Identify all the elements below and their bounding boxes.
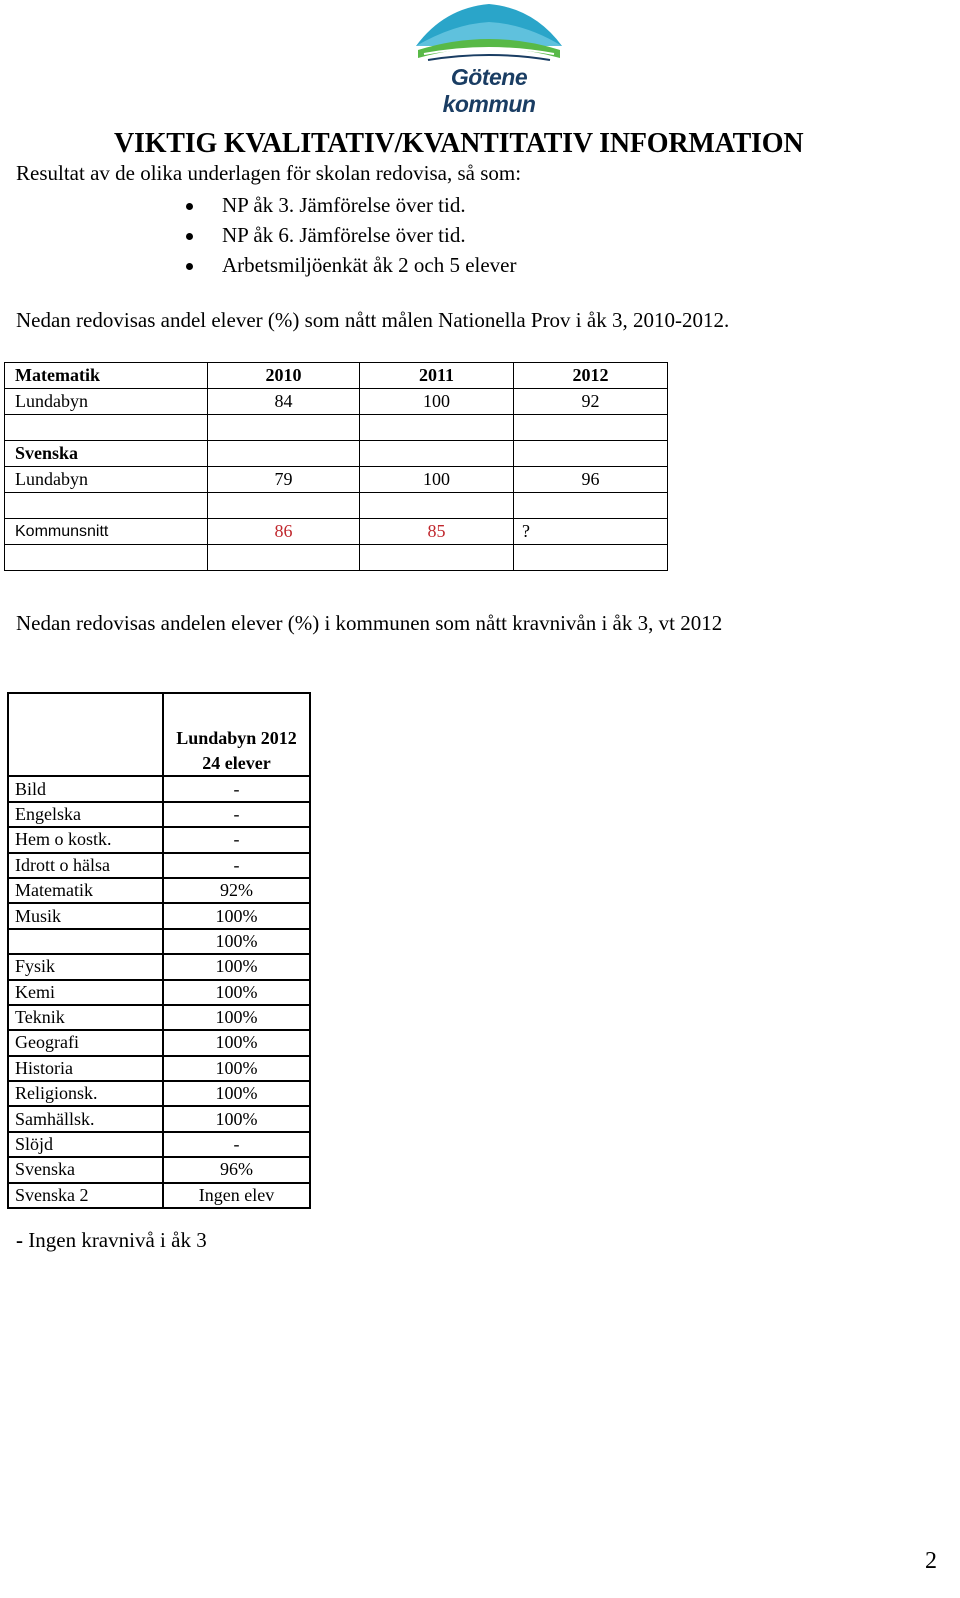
table-row	[8, 1106, 310, 1131]
subject-cell	[8, 929, 163, 954]
table-header-cell: 2011	[360, 363, 514, 389]
result-cell: -	[163, 853, 310, 878]
table-cell	[208, 545, 360, 571]
page-number: 2	[925, 1548, 937, 1574]
table-cell: 84	[208, 389, 360, 415]
result-cell: -	[163, 802, 310, 827]
table-cell	[5, 545, 208, 571]
result-cell: Ingen elev	[163, 1183, 310, 1208]
subject-cell: Idrott o hälsa	[8, 853, 163, 878]
requirement-table	[7, 692, 311, 1209]
table-cell	[5, 415, 208, 441]
table-cell	[208, 415, 360, 441]
table-row	[8, 1005, 310, 1030]
table-cell	[5, 493, 208, 519]
table-row	[8, 954, 310, 979]
table-row	[8, 929, 310, 954]
paragraph-np-results: Nedan redovisas andel elever (%) som nått målen Nationella Prov i åk 3, 2010-2012.	[16, 308, 730, 332]
table-row	[5, 493, 668, 519]
table-cell	[514, 493, 668, 519]
table-cell	[360, 545, 514, 571]
subject-cell: Historia	[8, 1056, 163, 1081]
subject-cell: Bild	[8, 776, 163, 801]
subject-cell: Hem o kostk.	[8, 827, 163, 852]
table-row	[5, 519, 668, 545]
paragraph-requirement-level: Nedan redovisas andelen elever (%) i kommunen som nått kravnivån i åk 3, vt 2012	[16, 611, 723, 635]
table-row	[5, 389, 668, 415]
table-cell: Kommunsnitt	[5, 519, 208, 545]
table-header-cell: 24 elever	[163, 751, 310, 776]
table-cell: Lundabyn	[5, 467, 208, 493]
table-row	[8, 853, 310, 878]
legend-note	[16, 1228, 207, 1253]
result-cell: 100%	[163, 929, 310, 954]
table-header-cell	[8, 693, 163, 776]
result-cell: 100%	[163, 1081, 310, 1106]
table-cell: 79	[208, 467, 360, 493]
result-cell: 100%	[163, 1005, 310, 1030]
subject-cell: Musik	[8, 903, 163, 928]
table-cell	[514, 441, 668, 467]
table-cell	[514, 415, 668, 441]
table-cell: 86	[208, 519, 360, 545]
table-cell: 85	[360, 519, 514, 545]
gotene-kommun-logo	[414, 2, 564, 117]
table-row	[8, 1157, 310, 1182]
table-cell	[208, 493, 360, 519]
logo-text: Götene kommun	[442, 64, 536, 117]
subject-cell: Religionsk.	[8, 1081, 163, 1106]
subject-cell: Geografi	[8, 1030, 163, 1055]
table-cell: 92	[514, 389, 668, 415]
table-cell	[360, 441, 514, 467]
subject-cell: Slöjd	[8, 1132, 163, 1157]
bullet-item: NP åk 6. Jämförelse över tid.	[222, 223, 466, 247]
table-cell: Lundabyn	[5, 389, 208, 415]
result-cell: 96%	[163, 1157, 310, 1182]
table-row	[8, 827, 310, 852]
requirement-table-body	[8, 776, 310, 1208]
table-row	[8, 1081, 310, 1106]
table-cell: 100	[360, 467, 514, 493]
subject-cell: Engelska	[8, 802, 163, 827]
result-cell: -	[163, 1132, 310, 1157]
subject-cell: Samhällsk.	[8, 1106, 163, 1131]
result-cell: 92%	[163, 878, 310, 903]
subject-cell: Kemi	[8, 980, 163, 1005]
bullet-item: Arbetsmiljöenkät åk 2 och 5 elever	[222, 253, 517, 277]
subject-cell: Fysik	[8, 954, 163, 979]
table-header-cell: Lundabyn 2012	[163, 693, 310, 751]
table-header-row	[8, 693, 310, 751]
table-header-cell: 2012	[514, 363, 668, 389]
table-header-cell: 2010	[208, 363, 360, 389]
table-row	[8, 802, 310, 827]
page-title: VIKTIG KVALITATIV/KVANTITATIV INFORMATION	[114, 128, 804, 159]
table-cell: 100	[360, 389, 514, 415]
table-row	[8, 1183, 310, 1208]
result-cell: 100%	[163, 954, 310, 979]
table-section-label: Svenska	[5, 441, 208, 467]
table-row	[5, 545, 668, 571]
subject-cell: Matematik	[8, 878, 163, 903]
subject-cell: Svenska 2	[8, 1183, 163, 1208]
table-row	[5, 441, 668, 467]
intro-text: Resultat av de olika underlagen för skolan redovisa, så som:	[16, 161, 522, 185]
table-row	[5, 467, 668, 493]
table-row	[8, 878, 310, 903]
result-cell: -	[163, 776, 310, 801]
table-header-cell: Matematik	[5, 363, 208, 389]
results-table	[4, 362, 668, 571]
table-cell	[360, 415, 514, 441]
table-cell	[360, 493, 514, 519]
table-cell	[514, 545, 668, 571]
table-cell	[208, 441, 360, 467]
result-cell: -	[163, 827, 310, 852]
legend-mark: -	[16, 1228, 23, 1252]
table-row	[8, 1132, 310, 1157]
result-cell: 100%	[163, 980, 310, 1005]
table-row	[8, 903, 310, 928]
table-cell: ?	[514, 519, 668, 545]
table-cell: 96	[514, 467, 668, 493]
table-header-row	[5, 363, 668, 389]
table-row	[8, 980, 310, 1005]
subject-cell: Teknik	[8, 1005, 163, 1030]
logo-emblem-icon	[414, 2, 564, 64]
result-cell: 100%	[163, 1056, 310, 1081]
bullet-item: NP åk 3. Jämförelse över tid.	[222, 193, 466, 217]
result-cell: 100%	[163, 1030, 310, 1055]
subject-cell: Svenska	[8, 1157, 163, 1182]
result-cell: 100%	[163, 1106, 310, 1131]
table-row	[8, 1056, 310, 1081]
table-row	[8, 776, 310, 801]
table-row	[5, 415, 668, 441]
result-cell: 100%	[163, 903, 310, 928]
legend-text: Ingen kravnivå i åk 3	[23, 1228, 207, 1252]
table-row	[8, 1030, 310, 1055]
